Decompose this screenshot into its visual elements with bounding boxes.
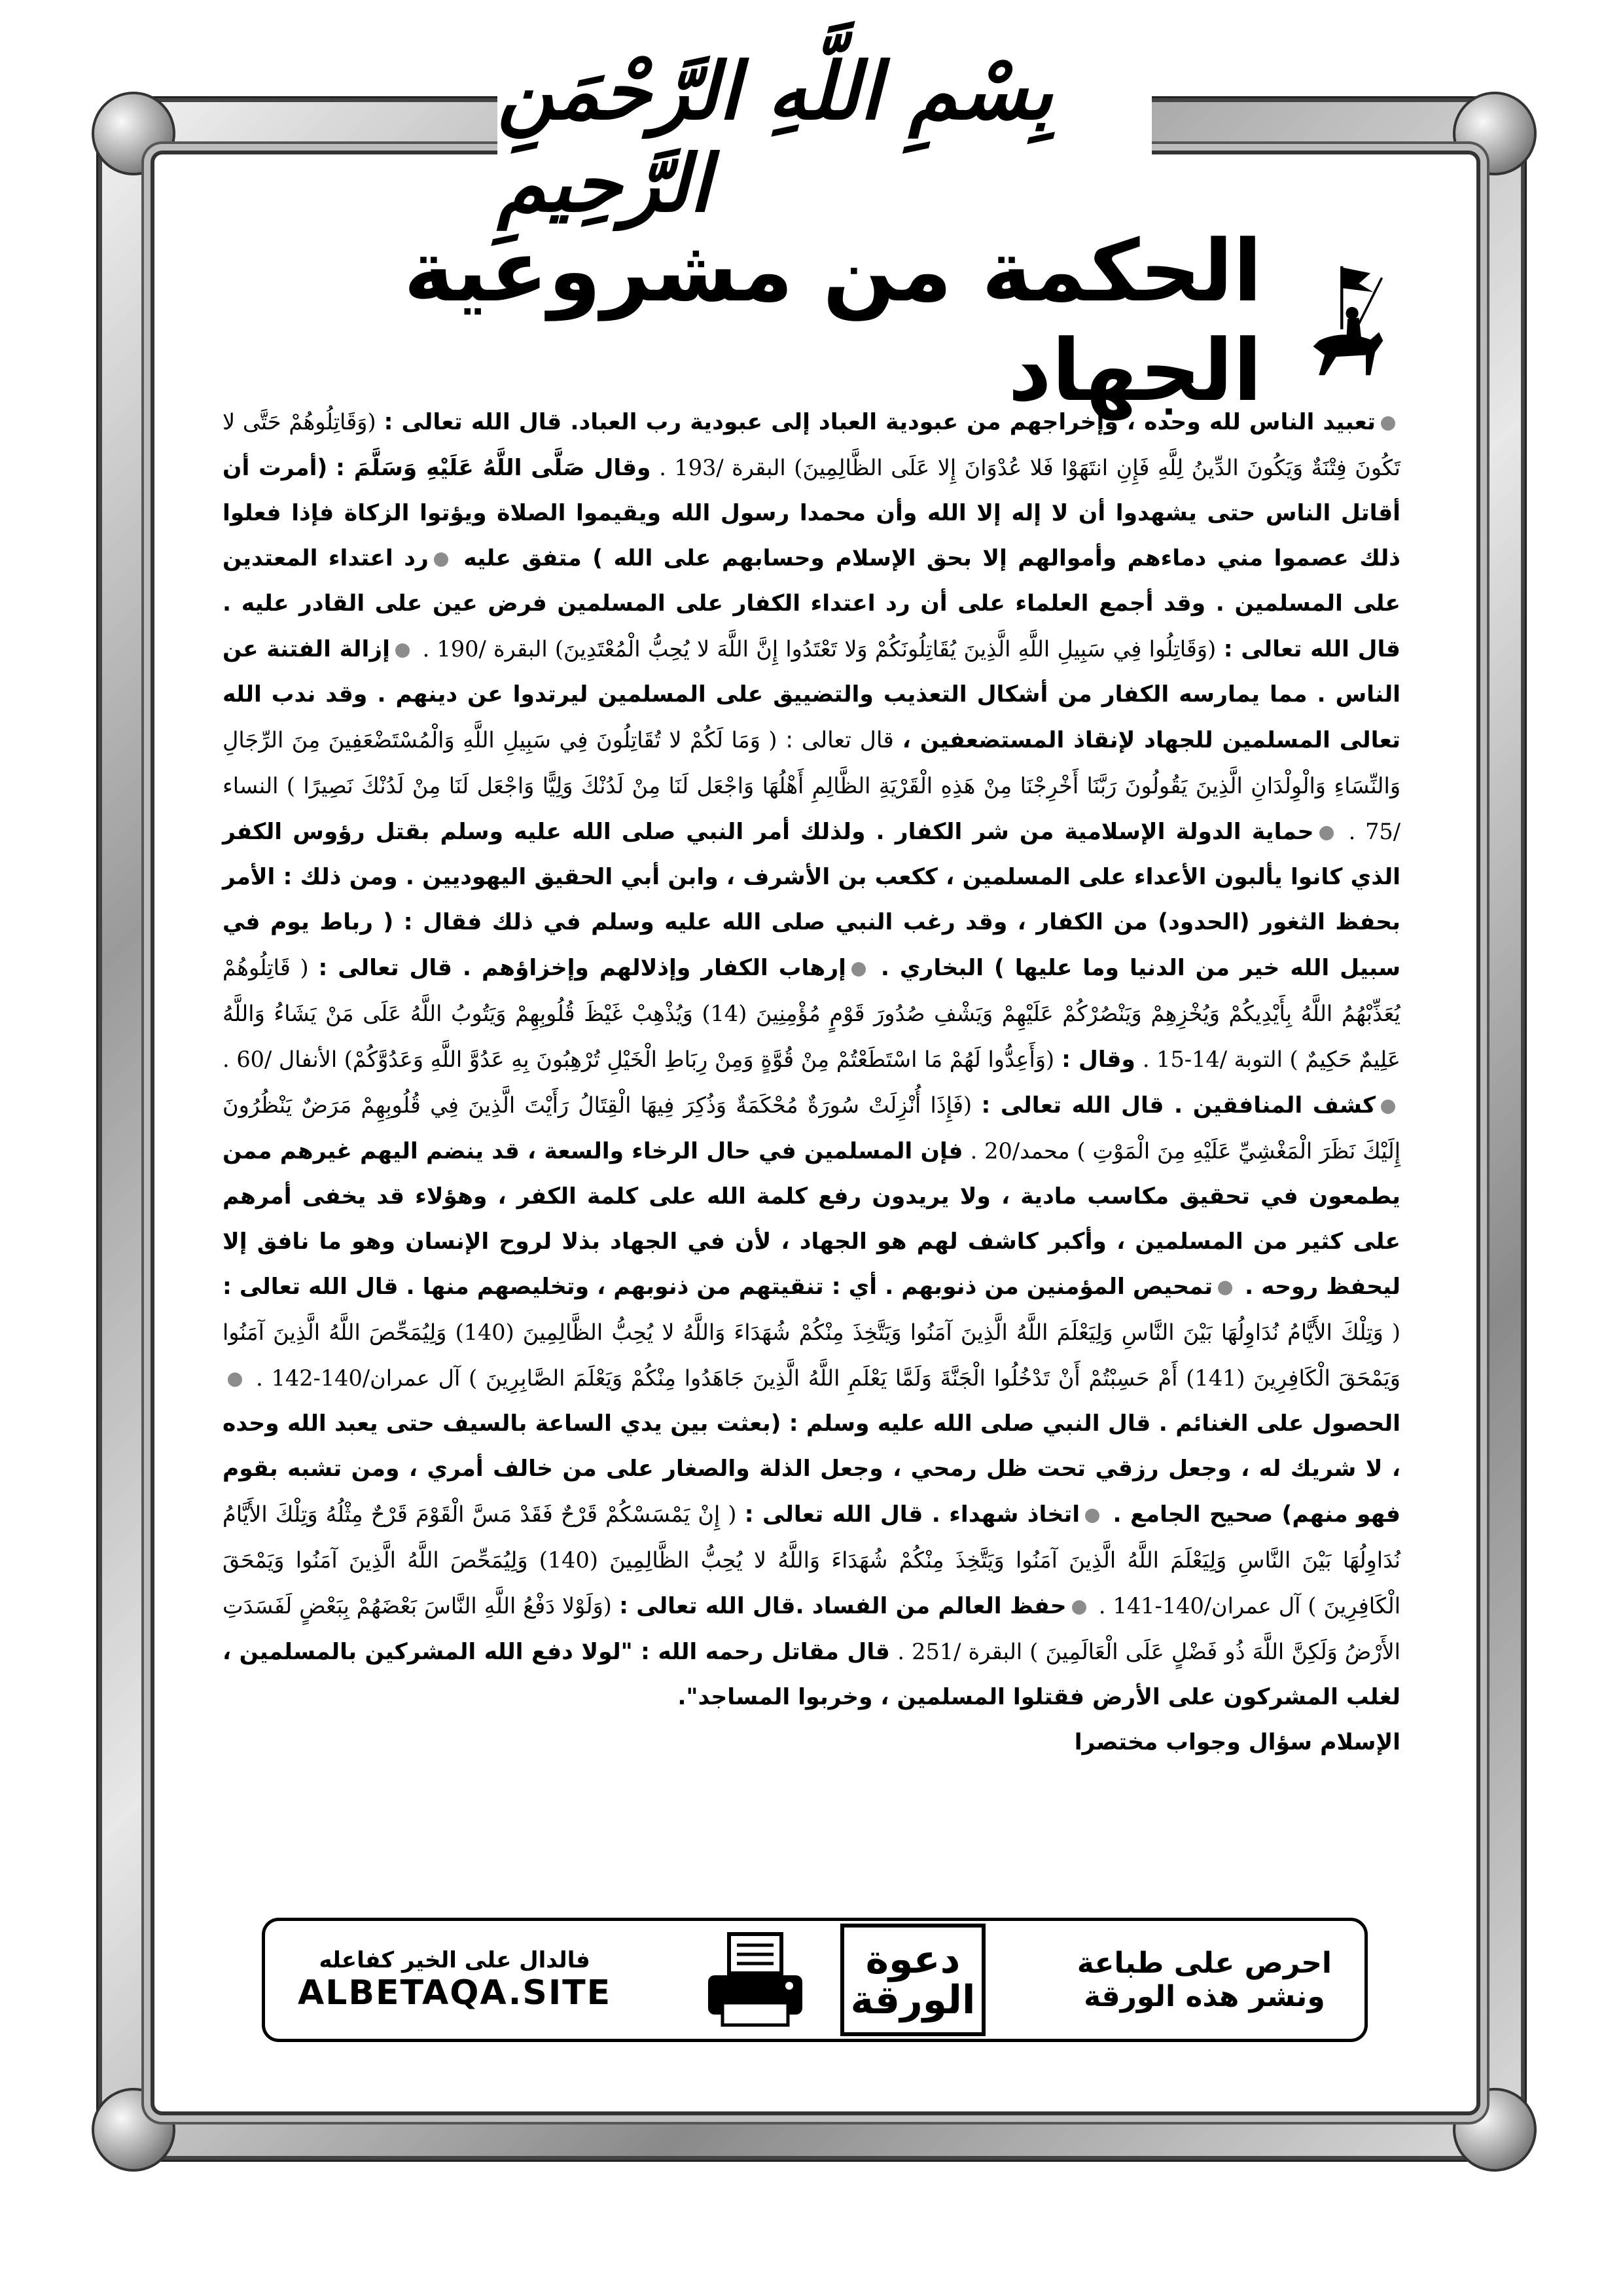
- quran-verse: ( وَتِلْكَ الأَيَّامُ نُدَاوِلُهَا بَيْنَ النَّاسِ وَلِيَعْلَمَ اللَّهُ الَّذِينَ آمَنُوا وَيَتَّخِذَ مِنْكُمْ شُهَدَاءَ وَاللَّهُ لا يُحِبُّ الظَّالِمِينَ (140) وَلِيُمَحِّصَ اللَّهُ الَّذِينَ آمَنُوا وَيَمْحَقَ الْكَافِرِينَ (141) أَمْ حَسِبْتُمْ أَنْ تَدْخُلُوا الْجَنَّةَ وَلَمَّا يَعْلَمِ اللَّهُ الَّذِينَ جَاهَدُوا مِنْكُمْ وَيَعْلَمَ الصَّابِرِينَ ) آل عمران/140-142 .: [223, 1319, 1401, 1391]
- point-heading: حفظ العالم من الفساد .قال الله تعالى :: [619, 1593, 1067, 1619]
- title-row: [262, 221, 1387, 420]
- cta-line-1: احرص على طباعة: [1077, 1946, 1332, 1980]
- quran-verse: (وَقَاتِلُوهُمْ حَتَّى لا تَكُونَ فِتْنَةٌ وَيَكُونَ الدِّينُ لِلَّهِ فَإِنِ انتَهَوْا فَلا عُدْوَانَ إِلا عَلَى الظَّالِمِينَ) البقرة /193 .: [223, 409, 1400, 480]
- quran-verse: ( قَاتِلُوهُمْ يُعَذِّبْهُمُ اللَّهُ بِأَيْدِيكُمْ وَيُخْزِهِمْ وَيَنْصُرْكُمْ عَلَيْهِمْ وَيَشْفِ صُدُورَ قَوْمٍ مُؤْمِنِينَ (14) وَيُذْهِبْ غَيْظَ قُلُوبِهِمْ وَيَتُوبُ اللَّهُ عَلَى مَنْ يَشَاءُ وَاللَّهُ عَلِيمٌ حَكِيمٌ ) التوبة /14-15 .: [223, 955, 1401, 1072]
- footer-icons: [703, 1924, 986, 2036]
- quran-verse: (فَإِذَا أُنْزِلَتْ سُورَةٌ مُحْكَمَةٌ وَذُكِرَ فِيهَا الْقِتَالُ رَأَيْتَ الَّذِينَ فِي قُلُوبِهِمْ مَرَضٌ يَنْظُرُونَ إِلَيْكَ نَظَرَ الْمَغْشِيِّ عَلَيْهِ مِنَ الْمَوْتِ ) محمد/20 .: [223, 1092, 1401, 1164]
- point-heading: اتخاذ شهداء . قال الله تعالى :: [744, 1501, 1080, 1528]
- bullet-icon: [1072, 1600, 1086, 1615]
- bullet-icon: [434, 552, 448, 567]
- point-heading: الحصول على الغنائم . قال النبي صلى الله عليه وسلم : (بعثت بين يدي الساعة بالسيف حتى يعبد الله وحده ، لا شريك له ، وجعل رزقي تحت ظل رمحي ، وجعل الذلة والصغار على من خالف أمري ، ومن تشبه بقوم فهو منهم) صحيح الجامع .: [223, 1410, 1401, 1528]
- site-link[interactable]: ALBETAQA.SITE: [298, 1973, 612, 2013]
- bullet-icon: [1085, 1509, 1099, 1523]
- printer-icon: [703, 1931, 808, 2029]
- point-heading: رد اعتداء المعتدين على المسلمين . وقد أجمع العلماء على أن رد اعتداء الكفار على المسلمين فرض عين على القادر عليه . قال الله تعالى :: [223, 545, 1401, 662]
- bullet-icon: [1218, 1281, 1232, 1295]
- quran-verse: (وَقَاتِلُوا فِي سَبِيلِ اللَّهِ الَّذِينَ يُقَاتِلُونَكُمْ وَلا تَعْتَدُوا إِنَّ اللَّهَ لا يُحِبُّ الْمُعْتَدِينَ) البقرة /190 .: [422, 636, 1217, 662]
- text-normal: قال تعالى :: [785, 727, 894, 753]
- article-paragraph: [223, 399, 1400, 1720]
- footer-site-block: [298, 1947, 611, 2013]
- quran-verse: (وَلَوْلا دَفْعُ اللَّهِ النَّاسَ بَعْضَهُمْ بِبَعْضٍ لَفَسَدَتِ الأَرْضُ وَلَكِنَّ اللَّهَ ذُو فَضْلٍ عَلَى الْعَالَمِينَ ) البقرة /251 .: [223, 1593, 1400, 1664]
- point-heading: حماية الدولة الإسلامية من شر الكفار . ولذلك أمر النبي صلى الله عليه وسلم بقتل رؤوس الكفر الذي كانوا يألبون الأعداء على المسلمين ، ككعب بن الأشرف ، وابن أبي الحقيق اليهوديين . ومن ذلك : الأمر بحفظ الثغور (الحدود) من الكفار ، وقد رغب النبي صلى الله عليه وسلم في ذلك فقال : ( رباط يوم في سبيل الله خير من الدنيا وما عليها ) البخاري .: [223, 819, 1401, 981]
- hadith-text: (أمرت أن أقاتل الناس حتى يشهدوا أن لا إله إلا الله وأن محمدا رسول الله ويقيموا الصلاة ويؤتوا الزكاة فإذا فعلوا ذلك عصموا مني دماءهم وأموالهم إلا بحق الإسلام وحسابهم على الله ) متفق عليه: [223, 455, 1401, 571]
- point-heading: تعبيد الناس لله وحده ، وإخراجهم من عبودية العباد إلى عبودية رب العباد. قال الله تعالى :: [383, 409, 1376, 435]
- bullet-icon: [395, 643, 410, 658]
- point-heading: تمحيص المؤمنين من ذنوبهم . أي : تنقيتهم من ذنوبهم ، وتخليصهم منها . قال الله تعالى :: [223, 1274, 1213, 1300]
- cta-line-2: ونشر هذه الورقة: [1084, 1980, 1325, 2013]
- bullet-icon: [1381, 416, 1395, 431]
- point-heading: كشف المنافقين . قال الله تعالى :: [981, 1092, 1376, 1119]
- article-body: [223, 399, 1400, 1892]
- text-bold: فإن المسلمين في حال الرخاء والسعة ، قد ينضم اليهم غيرهم ممن يطمعون في تحقيق مكاسب مادية ، ولا يريدون رفع كلمة الله على كلمة الكفر ، وهؤلاء قد يخفى أمرهم على كثير من المسلمين ، وأكبر كاشف لهم هو الجهاد ، لأن في الجهاد بذلا لروح الإنسان وهو ما نافق إلا ليحفظ روحه .: [223, 1138, 1400, 1300]
- text-bold: قال مقاتل رحمه الله : "لولا دفع الله المشركين بالمسلمين ، لغلب المشركون على الأرض فقتلوا المسلمين ، وخربوا المساجد".: [223, 1639, 1400, 1710]
- footer-bar: [262, 1918, 1368, 2042]
- dawa-logo: دعوة الورقة: [840, 1924, 986, 2036]
- bullet-icon: [1319, 826, 1334, 840]
- quran-verse: ( وَمَا لَكُمْ لا تُقَاتِلُونَ فِي سَبِيلِ اللَّهِ وَالْمُسْتَضْعَفِينَ مِنَ الرِّجَالِ وَالنِّسَاءِ وَالْوِلْدَانِ الَّذِينَ يَقُولُونَ رَبَّنَا أَخْرِجْنَا مِنْ هَذِهِ الْقَرْيَةِ الظَّالِمِ أَهْلُهَا وَاجْعَل لَنَا مِنْ لَدُنْكَ وَلِيًّا وَاجْعَل لَنَا مِنْ لَدُنْكَ نَصِيرًا ) النساء /75 .: [223, 727, 1401, 844]
- footer-call-to-action: [1077, 1946, 1332, 2013]
- quran-verse: (وَأَعِدُّوا لَهُمْ مَا اسْتَطَعْتُمْ مِنْ قُوَّةٍ وَمِنْ رِبَاطِ الْخَيْلِ تُرْهِبُونَ بِهِ عَدُوَّ اللَّهِ وَعَدُوَّكُمْ) الأنفال /60 .: [223, 1047, 1055, 1072]
- point-heading: إزالة الفتنة عن الناس . مما يمارسه الكفار من أشكال التعذيب والتضييق على المسلمين ليرتدوا عن دينهم . وقد ندب الله تعالى المسلمين للجهاد لإنقاذ المستضعفين ،: [223, 636, 1401, 753]
- bullet-icon: [1381, 1100, 1395, 1114]
- text-bold: وقال صَلَّى اللَّهُ عَلَيْهِ وَسَلَّمَ :: [336, 455, 651, 481]
- text-bold: وقال :: [1061, 1047, 1135, 1073]
- footer-motto: فالدال على الخير كفاعله: [319, 1947, 590, 1973]
- basmala-calligraphy: بِسْمِ اللَّهِ الرَّحْمَنِ الرَّحِيمِ: [497, 65, 1152, 209]
- point-heading: إرهاب الكفار وإذلالهم وإخزاؤهم . قال تعالى :: [318, 955, 846, 981]
- bullet-icon: [228, 1372, 242, 1387]
- quran-verse: ( إِنْ يَمْسَسْكُمْ قَرْحٌ فَقَدْ مَسَّ الْقَوْمَ قَرْحٌ مِثْلُهُ وَتِلْكَ الأَيَّامُ نُدَاوِلُهَا بَيْنَ النَّاسِ وَلِيَعْلَمَ اللَّهُ الَّذِينَ آمَنُوا وَيَتَّخِذَ مِنْكُمْ شُهَدَاءَ وَاللَّهُ لا يُحِبُّ الظَّالِمِينَ (140) وَلِيُمَحِّصَ اللَّهُ الَّذِينَ آمَنُوا وَيَمْحَقَ الْكَافِرِينَ ) آل عمران/140-141 .: [223, 1501, 1400, 1619]
- bullet-icon: [851, 962, 866, 977]
- source-citation: الإسلام سؤال وجواب مختصرا: [1074, 1729, 1400, 1755]
- page-title: الحكمة من مشروعية الجهاد: [403, 221, 1262, 420]
- horse-rider-flag-icon: [1302, 252, 1387, 389]
